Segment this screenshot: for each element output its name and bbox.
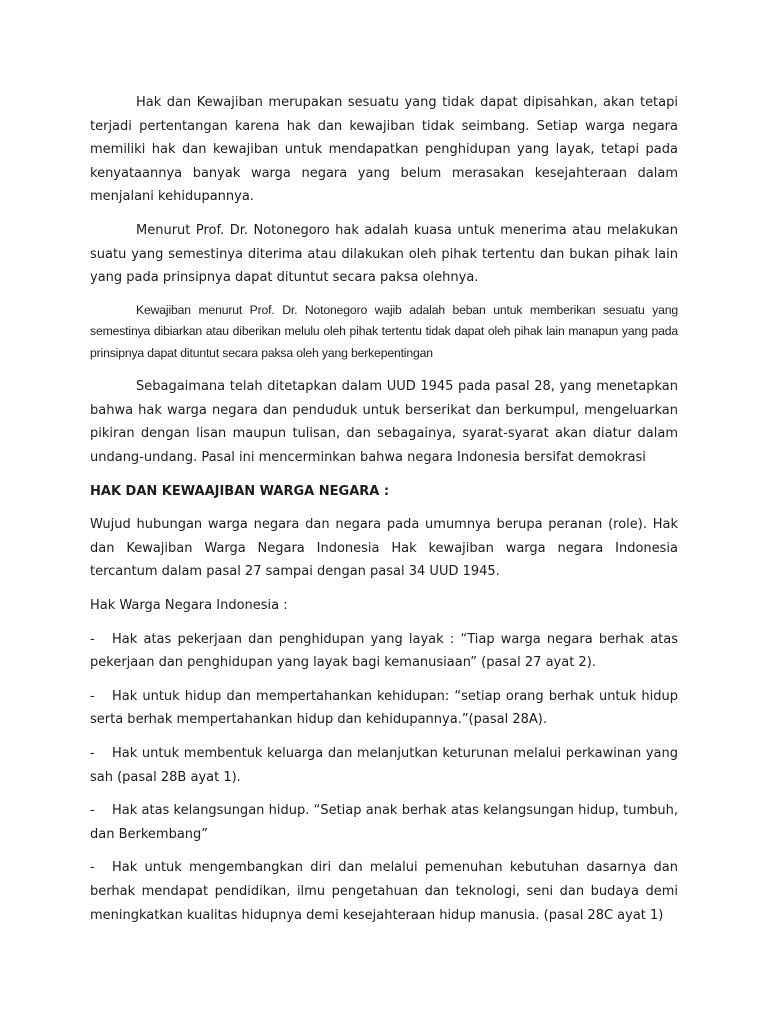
list-item — [90, 799, 678, 846]
list-item — [90, 742, 678, 789]
paragraph-intro: Hak dan Kewajiban merupakan sesuatu yang tidak dapat dipisahkan, akan tetapi terjadi pertentangan karena hak dan kewajiban tidak seimbang. Setiap warga negara memiliki hak dan kewajiban untuk mendapatkan penghidupan yang layak, tetapi pada kenyataannya banyak warga negara yang belum merasakan kesejahteraan dalam menjalani kehidupannya. — [90, 95, 678, 205]
paragraph-definition-hak: Menurut Prof. Dr. Notonegoro hak adalah kuasa untuk menerima atau melakukan suatu yang semestinya diterima atau dilakukan oleh pihak tertentu dan bukan pihak lain yang pada prinsipnya dapat dituntut secara paksa olehnya. — [90, 222, 678, 286]
list-item-text: Hak untuk membentuk keluarga dan melanjutkan keturunan melalui perkawinan yang sah (pasal 28B ayat 1). — [90, 745, 678, 785]
list-item — [90, 685, 678, 732]
paragraph-definition-kewajiban: Kewajiban menurut Prof. Dr. Notonegoro wajib adalah beban untuk memberikan sesuatu yang semestinya dibiarkan atau diberikan melulu oleh pihak tertentu tidak dapat oleh pihak lain manapun yang pada prinsipnya dapat dituntut secara paksa oleh yang berkepentingan — [90, 302, 678, 360]
bullet-dash: - — [90, 688, 95, 704]
list-item-text: Hak atas pekerjaan dan penghidupan yang layak : “Tiap warga negara berhak atas pekerjaan dan penghidupan yang layak bagi kemanusiaan” (pasal 27 ayat 2). — [90, 631, 678, 671]
paragraph-hubungan: Wujud hubungan warga negara dan negara pada umumnya berupa peranan (role). Hak dan Kewajiban Warga Negara Indonesia Hak kewajiban warga negara Indonesia tercantum dalam pasal 27 sampai dengan pasal 34 UUD 1945. — [90, 517, 678, 580]
bullet-dash: - — [90, 803, 95, 819]
document-page — [90, 91, 678, 937]
paragraph-uud-pasal-28: Sebagaimana telah ditetapkan dalam UUD 1945 pada pasal 28, yang menetapkan bahwa hak warga negara dan penduduk untuk berserikat dan berkumpul, mengeluarkan pikiran dengan lisan maupun tulisan, dan sebagainya, syarat-syarat akan diatur dalam undang-undang. Pasal ini mencerminkan bahwa negara Indonesia bersifat demokrasi — [90, 379, 678, 466]
list-item — [90, 628, 678, 675]
bullet-dash: - — [90, 631, 95, 647]
bullet-dash: - — [90, 745, 95, 761]
subheading-hak-warga-negara: Hak Warga Negara Indonesia : — [90, 598, 288, 613]
list-item-text: Hak atas kelangsungan hidup. “Setiap anak berhak atas kelangsungan hidup, tumbuh, dan Berkembang” — [90, 803, 678, 842]
bullet-dash: - — [90, 860, 95, 876]
section-heading: HAK DAN KEWAAJIBAN WARGA NEGARA : — [90, 483, 390, 499]
list-item — [90, 856, 678, 927]
list-item-text: Hak untuk mengembangkan diri dan melalui pemenuhan kebutuhan dasarnya dan berhak mendapat pendidikan, ilmu pengetahuan dan teknologi, seni dan budaya demi meningkatkan kualitas hidupnya demi kesejahteraan hidup manusia. (pasal 28C ayat 1) — [90, 860, 678, 923]
list-item-text: Hak untuk hidup dan mempertahankan kehidupan: “setiap orang berhak untuk hidup serta berhak mempertahankan hidup dan kehidupannya.”(pasal 28A). — [90, 688, 678, 728]
